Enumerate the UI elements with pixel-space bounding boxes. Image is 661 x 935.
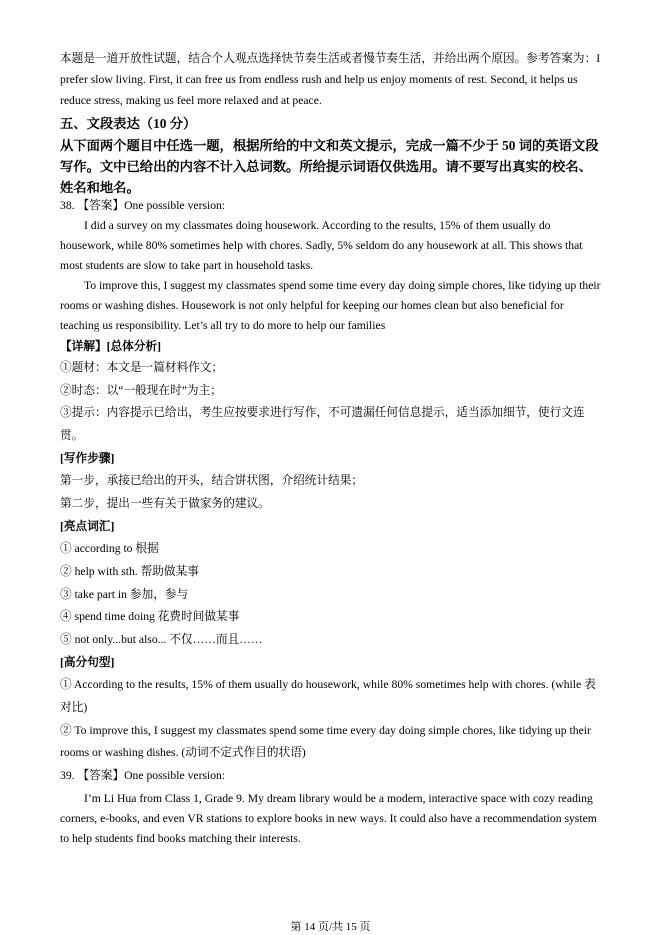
analysis-item: ③提示：内容提示已给出，考生应按要求进行写作，不可遗漏任何信息提示，适当添加细节，使行文连贯。 — [60, 406, 585, 443]
step-item: 第二步，提出一些有关于做家务的建议。 — [60, 497, 270, 511]
page-footer: 第 14 页/共 15 页 — [290, 921, 371, 933]
section-heading: 五、文段表达（10 分） — [60, 115, 197, 131]
sentence-item: ② To improve this, I suggest my classmates spend some time every day doing simple chores, like tidying up their rooms or washing dishes. (动词不定式作目的状语) — [60, 723, 591, 760]
page-content — [60, 0, 603, 849]
analysis-item: ②时态：以“一般现在时”为主； — [60, 383, 222, 397]
intro-paragraph: 本题是一道开放性试题，结合个人观点选择快节奏生活或者慢节奏生活，并给出两个原因。参考答案为：I prefer slow living. First, it can free us from endless rush and help us enjoy moments of rest. Second, it helps us reduce stress, making us feel more relaxed and at peace. — [60, 51, 601, 107]
detail-list — [60, 357, 603, 788]
q38-answer-paragraph: To improve this, I suggest my classmates spend some time every day doing simple chores, like tidying up their rooms or washing dishes. Housework is not only helpful for keeping our homes clean but also beneficial for teaching us responsibility. Let’s all try to do more to help our families — [60, 279, 601, 332]
sentence-item: ① According to the results, 15% of them usually do housework, while 80% sometimes help with chores. (while 表对比) — [60, 678, 596, 715]
q39-answer-label: 39. 【答案】One possible version: — [60, 769, 226, 783]
q39-answer-paragraph: I’m Li Hua from Class 1, Grade 9. My dream library would be a modern, interactive space with cozy reading corners, e-books, and even VR stations to explore books in new ways. It could also have a recommendation system to help students find books matching their interests. — [60, 792, 597, 846]
section-instructions: 从下面两个题目中任选一题，根据所给的中文和英文提示，完成一篇不少于 50 词的英语文段写作。文中已给出的内容不计入总词数。所给提示词语仅供选用。请不要写出真实的校名、姓名和地名。 — [60, 137, 599, 195]
vocab-item: ⑤ not only...but also... 不仅……而且…… — [60, 633, 263, 647]
step-item: 第一步，承接已给出的开头，结合饼状图，介绍统计结果； — [60, 474, 364, 488]
vocab-header: [亮点词汇] — [60, 519, 115, 533]
detail-header: 【详解】[总体分析] — [60, 340, 162, 353]
vocab-item: ① according to 根据 — [60, 542, 159, 556]
vocab-item: ③ take part in 参加，参与 — [60, 587, 189, 601]
q38-answer-paragraph: I did a survey on my classmates doing housework. According to the results, 15% of them usually do housework, while 80% sometimes help with chores. Sadly, 5% seldom do any housework at all. This shows that most students are slow to take part in household tasks. — [60, 219, 583, 272]
vocab-item: ④ spend time doing 花费时间做某事 — [60, 610, 240, 624]
analysis-item: ①题材：本文是一篇材料作文； — [60, 361, 224, 374]
vocab-item: ② help with sth. 帮助做某事 — [60, 565, 199, 579]
q38-answer-label: 38. 【答案】One possible version: — [60, 199, 226, 212]
sentences-header: [高分句型] — [60, 655, 115, 669]
steps-header: [写作步骤] — [60, 451, 115, 465]
